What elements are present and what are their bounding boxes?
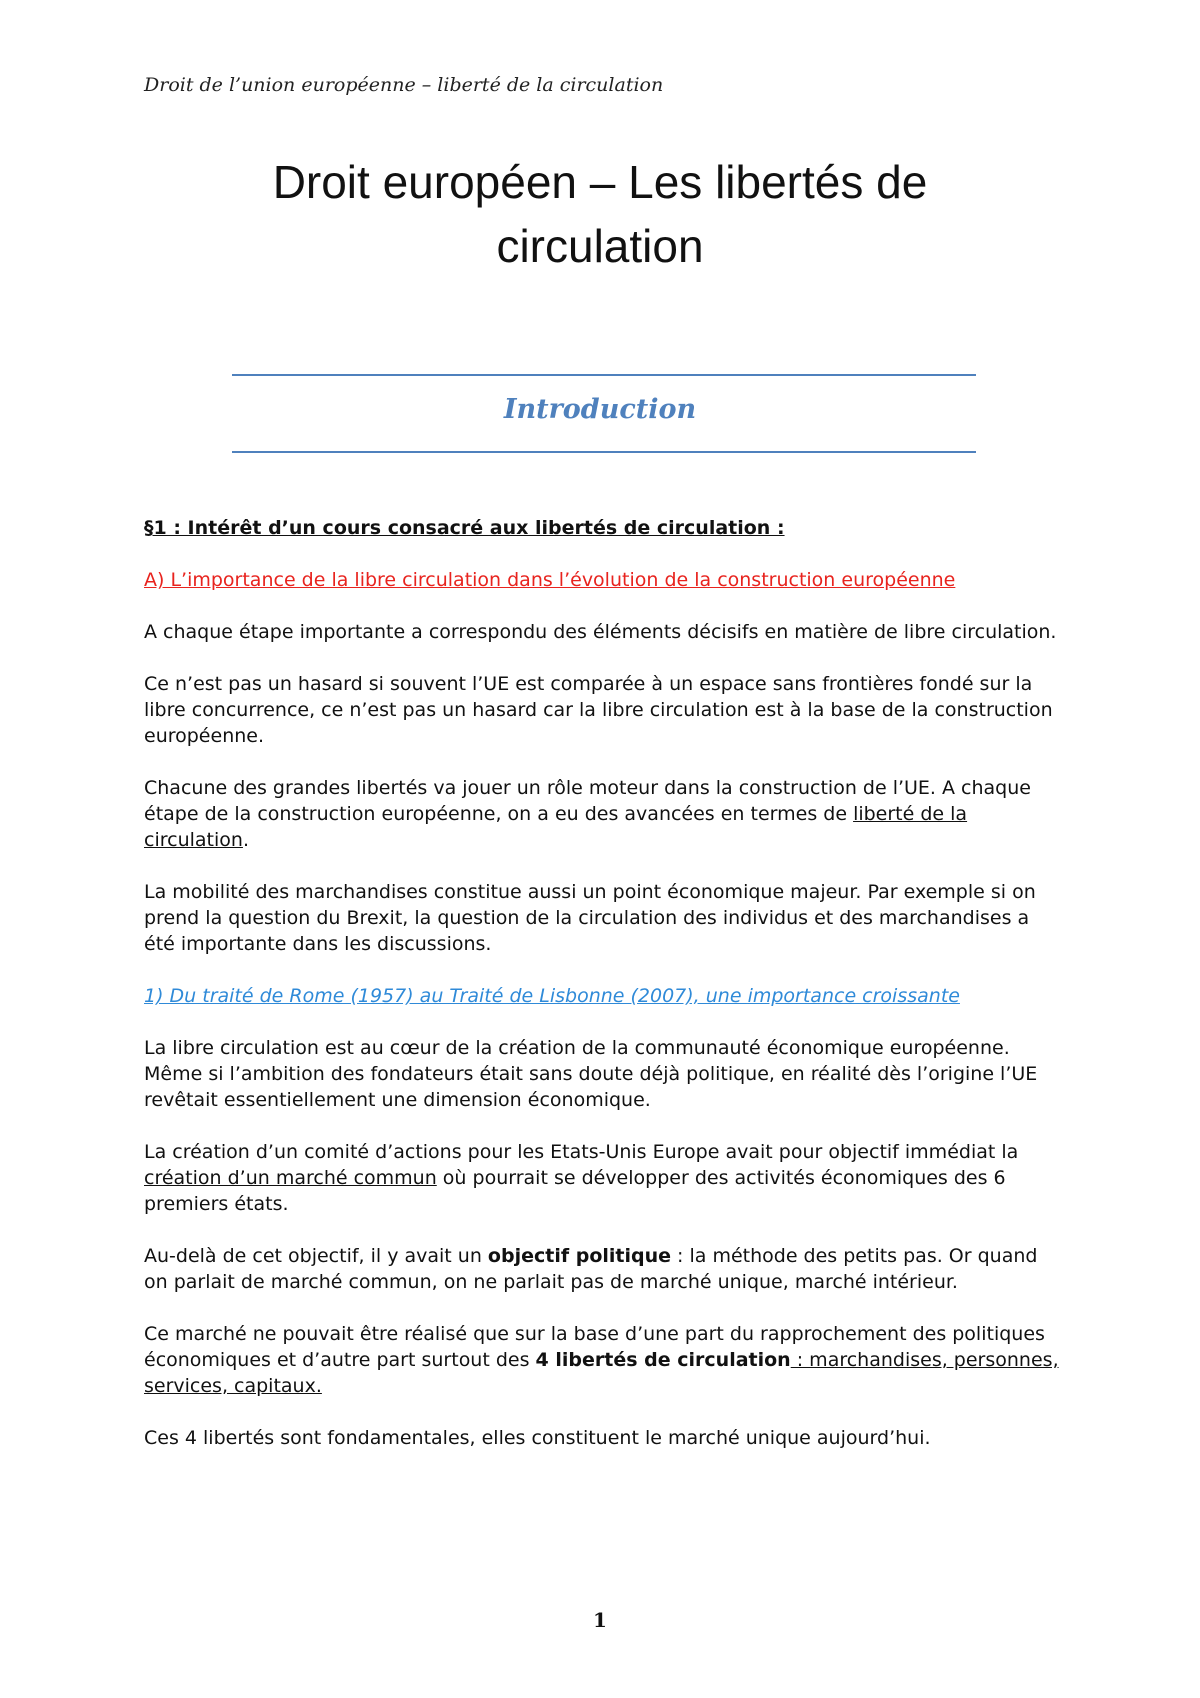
- text-run: La création d’un comité d’actions pour les Etats-Unis Europe avait pour objectif immédiat la: [144, 1141, 1019, 1163]
- document-title: [144, 150, 1056, 278]
- text-run: Au-delà de cet objectif, il y avait un: [144, 1245, 488, 1267]
- underlined-text: : marchandises, personnes, services, capitaux.: [144, 1349, 1059, 1397]
- paragraph: A chaque étape importante a correspondu des éléments décisifs en matière de libre circulation.: [144, 621, 1057, 643]
- underlined-text: liberté de la circulation: [144, 803, 968, 851]
- text-run: Ce marché ne pouvait être réalisé que sur la base d’une part du rapprochement des politiques économiques et d’autre part surtout des: [144, 1323, 1045, 1371]
- running-header: Droit de l’union européenne – liberté de la circulation: [144, 74, 664, 96]
- paragraph: Ce n’est pas un hasard si souvent l’UE est comparée à un espace sans frontières fondé sur la libre concurrence, ce n’est pas un hasard car la libre circulation est à la base de la construction européenne.: [144, 673, 1053, 747]
- paragraph: [144, 1139, 1064, 1217]
- paragraph: La libre circulation est au cœur de la création de la communauté économique européenne. Même si l’ambition des fondateurs était sans doute déjà politique, en réalité dès l’origine l’UE revêtait essentiellement une dimension économique.: [144, 1037, 1038, 1111]
- underlined-text: création d’un marché commun: [144, 1167, 437, 1189]
- bold-text: objectif politique: [487, 1245, 672, 1267]
- section-heading: Introduction: [503, 394, 697, 425]
- paragraph-heading-1: §1 : Intérêt d’un cours consacré aux libertés de circulation :: [144, 517, 785, 539]
- paragraph: [144, 775, 1064, 853]
- text-run: : la méthode des petits pas. Or quand on parlait de marché commun, on ne parlait pas de marché unique, marché intérieur.: [144, 1245, 1038, 1293]
- subheading-a: A) L’importance de la libre circulation dans l’évolution de la construction européenne: [144, 569, 956, 591]
- text-run: où pourrait se développer des activités économiques des 6 premiers états.: [144, 1167, 1006, 1215]
- page-number: 1: [593, 1608, 607, 1632]
- bold-text: 4 libertés de circulation: [535, 1349, 791, 1371]
- text-run: .: [242, 829, 249, 851]
- body-content: [144, 515, 1064, 1477]
- text-run: Chacune des grandes libertés va jouer un rôle moteur dans la construction de l’UE. A chaque étape de la construction européenne, on a eu des avancées en termes de: [144, 777, 1031, 825]
- document-title-line-2: circulation: [496, 220, 704, 272]
- paragraph: [144, 1321, 1064, 1399]
- document-title-line-1: Droit européen – Les libertés de: [272, 156, 928, 208]
- heading-rule-bottom: [232, 451, 976, 453]
- paragraph: La mobilité des marchandises constitue aussi un point économique majeur. Par exemple si on prend la question du Brexit, la question de la circulation des individus et des marchandises a été importante dans les discussions.: [144, 881, 1036, 955]
- paragraph: Ces 4 libertés sont fondamentales, elles constituent le marché unique aujourd’hui.: [144, 1427, 931, 1449]
- subheading-1: 1) Du traité de Rome (1957) au Traité de Lisbonne (2007), une importance croissante: [144, 985, 960, 1007]
- heading-rule-top: [232, 374, 976, 376]
- paragraph: [144, 1243, 1064, 1295]
